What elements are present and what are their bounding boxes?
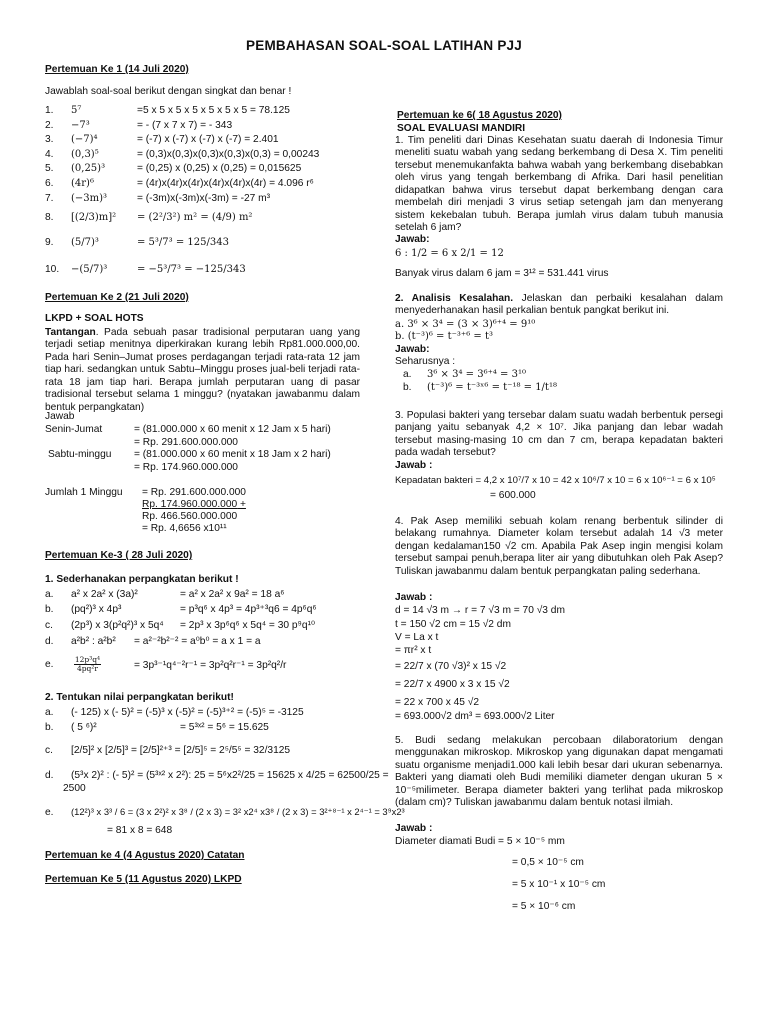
list-item-answer: = (0,3)x(0,3)x(0,3)x(0,3)x(0,3) = 0,00243: [137, 149, 320, 160]
list-item: a. a² x 2a² x (3a)²: [45, 589, 138, 600]
list-item-answer: 2500: [63, 783, 86, 794]
q3-text: 3. Populasi bakteri yang tersebar dalam suatu wadah berbentuk persegi panjang yaitu sebanyak 4,2 × 10⁷. Jika panjang dan lebar wadah tersebut masing-masing 10 cm dan 7 cm, berapa kepadatan bakteri pada wadah tersebut?: [395, 410, 723, 459]
q2-b: b. (t⁻³)⁶ = t⁻³⁺⁶ = t³: [395, 331, 493, 342]
list-item: e. $\frac{\text{12p³q⁴}}{\text{4pq²r}}$: [45, 655, 101, 673]
p2-sabtu-label: Sabtu-minggu: [48, 449, 112, 460]
list-item-answer: = (4r)x(4r)x(4r)x(4r)x(4r)x(4r) = 4.096 r⁶: [137, 178, 314, 189]
list-item-answer: = 81 x 8 = 648: [107, 825, 173, 836]
list-item: a. (- 125) x (- 5)² = (-5)³ x (-5)² = (-5)³⁺² = (-5)⁵ = -3125: [45, 707, 304, 718]
list-item: d. (5³x 2)² : (- 5)² = (5³ˣ² x 2²): 25 = 5⁶x2²/25 = 15625 x 4/25 = 62500/25 =: [45, 770, 389, 781]
q3-answer-2: = 600.000: [490, 490, 536, 501]
list-item: d. a²b² : a²b²: [45, 636, 116, 647]
list-item: b. (pq²)³ x 4p³: [45, 604, 122, 615]
list-item: 8. [(2/3)m]²: [45, 212, 117, 223]
p2-total-line4: = Rp. 4,6656 x10¹¹: [142, 523, 227, 534]
q2-jawab: Jawab:: [395, 344, 430, 355]
q3-jawab: Jawab :: [395, 460, 433, 471]
list-item: b. (t⁻³)⁶ = t⁻³ˣ⁶ = t⁻¹⁸ = 1/t¹⁸: [403, 382, 557, 393]
p1-heading: Pertemuan Ke 1 (14 Juli 2020): [45, 64, 189, 75]
list-item: 5. (0,25)³: [45, 163, 106, 174]
p2-heading: Pertemuan Ke 2 (21 Juli 2020): [45, 292, 189, 303]
p2-total-line1: = Rp. 291.600.000.000: [142, 487, 246, 498]
q1-answer-2: Banyak virus dalam 6 jam = 3¹² = 531.441 virus: [395, 268, 609, 279]
list-item: e. (12²)³ x 3³ / 6 = (3 x 2²)² x 3⁸ / (2 x 3) = 3² x2⁴ x3⁸ / (2 x 3) = 3²⁺⁸⁻¹ x 2⁴⁻¹ = 3⁹x2³: [45, 806, 405, 818]
q1-text: 1. Tim peneliti dari Dinas Kesehatan suatu daerah di Indonesia Timur meneliti suatu wabah yang sedang berkembang di Desa X. Tim peneliti tersebut menemukanfakta bahwa wabah yang berkembang disebabkan oleh virus yang tengah berkembang di Afrika. Dari hasil penelitian didapatkan bahwa virus tersebut dapat berkembang dengan cara membelah diri menjadi 3 virus setiap setengah jam dan menyerang sistem kekebalan tubuh. Berapa jumlah virus dalam tubuh manusia setelah 6 jam?: [395, 135, 723, 234]
list-item: 3. (−7)⁴: [45, 134, 98, 145]
list-item: 6. (4r)⁶: [45, 178, 94, 189]
list-item: 10. −(5/7)³: [45, 264, 108, 275]
list-item: t = 150 √2 cm = 15 √2 dm: [395, 619, 511, 630]
p3-heading: Pertemuan Ke-3 ( 28 Juli 2020): [45, 550, 193, 561]
p5-heading: Pertemuan Ke 5 (11 Agustus 2020) LKPD: [45, 874, 242, 885]
p4-heading: Pertemuan ke 4 (4 Agustus 2020) Catatan: [45, 850, 245, 861]
list-item-answer: = (2²/3²) m² = (4/9) m²: [137, 212, 253, 223]
list-item: = 22 x 700 x 45 √2: [395, 697, 480, 708]
q2-a: a. 3⁶ × 3⁴ = (3 × 3)⁶⁺⁴ = 9¹⁰: [395, 319, 536, 330]
list-item: a. 3⁶ × 3⁴ = 3⁶⁺⁴ = 3¹⁰: [403, 369, 526, 380]
page-title: PEMBAHASAN SOAL-SOAL LATIHAN PJJ: [246, 38, 522, 53]
list-item: 9. (5/7)³: [45, 237, 99, 248]
q2-seharusnya: Seharusnya :: [395, 356, 456, 367]
p2-total-label: Jumlah 1 Minggu: [45, 487, 123, 498]
p2-total-line2: Rp. 174.960.000.000 +: [142, 499, 246, 510]
p2-senin-label: Senin-Jumat: [45, 424, 103, 435]
list-item: d = 14 √3 m → r = 7 √3 m = 70 √3 dm: [395, 605, 565, 616]
list-item-answer: = 5³ˣ² = 5⁶ = 15.625: [180, 722, 269, 733]
list-item-answer: = 3p³⁻¹q⁴⁻²r⁻¹ = 3p²q²r⁻¹ = 3p²q²/r: [134, 660, 287, 671]
list-item-answer: = (-7) x (-7) x (-7) x (-7) = 2.401: [137, 134, 279, 145]
list-item-answer: = 2p³ x 3p⁶q⁶ x 5q⁴ = 30 p⁹q¹⁰: [180, 620, 316, 631]
q1-answer-1: 6 : 1/2 = 6 x 2/1 = 12: [395, 248, 504, 259]
p2-total-line3: Rp. 466.560.000.000: [142, 511, 238, 522]
p2-jawab: Jawab: [45, 411, 75, 422]
list-item-answer: = (0,25) x (0,25) x (0,25) = 0,015625: [137, 163, 302, 174]
p2-subheading: LKPD + SOAL HOTS: [45, 313, 144, 324]
p2-sabtu-result: = Rp. 174.960.000.000: [134, 462, 238, 473]
p3-q2: 2. Tentukan nilai perpangkatan berikut!: [45, 692, 234, 703]
p1-intro: Jawablah soal-soal berikut dengan singkat dan benar !: [45, 86, 292, 97]
q4-jawab: Jawab :: [395, 592, 433, 603]
q5-jawab: Jawab :: [395, 823, 433, 834]
list-item: = 693.000√2 dm³ = 693.000√2 Liter: [395, 711, 555, 722]
p6-subheading: SOAL EVALUASI MANDIRI: [397, 123, 526, 134]
list-item-answer: = (-3m)x(-3m)x(-3m) = -27 m³: [137, 193, 270, 204]
p3-q1: 1. Sederhanakan perpangkatan berikut !: [45, 574, 239, 585]
list-item-answer: = a²⁻²b²⁻² = a⁰b⁰ = a x 1 = a: [134, 636, 261, 647]
q5-text: 5. Budi sedang melakukan percobaan dilaboratorium dengan menggunakan mikroskop. Mikroskop yang digunakan dapat mengamati suatu organisme menjadi1.000 kali lebih besar dari ukuran sebenarnya. Bakteri yang diamati oleh Budi memiliki diameter dengan ukuran 5 × 10⁻⁵milimeter. Berapa diameter bakteri yang terlihat pada mikroskop (dalam cm)? Tuliskan jawabanmu dalam bentuk notasi ilmiah.: [395, 735, 723, 809]
list-item-answer: = −5³/7³ = −125/343: [137, 264, 246, 275]
list-item: 1. 5⁷: [45, 105, 82, 116]
list-item-answer: =5 x 5 x 5 x 5 x 5 x 5 x 5 = 78.125: [137, 105, 290, 116]
list-item: c. [2/5]² x [2/5]³ = [2/5]²⁺³ = [2/5]⁵ = 2⁵/5⁵ = 32/3125: [45, 745, 291, 756]
p2-senin-calc: = (81.000.000 x 60 menit x 12 Jam x 5 hari): [134, 424, 331, 435]
list-item: b. ( 5 ⁶)²: [45, 722, 97, 733]
list-item-answer: = - (7 x 7 x 7) = - 343: [137, 120, 233, 131]
list-item: = 22/7 x 4900 x 3 x 15 √2: [395, 679, 510, 690]
q4-text: 4. Pak Asep memiliki sebuah kolam renang berbentuk silinder di belakang rumahnya. Diameter kolam tersebut adalah 14 √3 meter dengan kedalaman150 √2 cm. Apabila Pak Asep ingin mengisi kolam tersebut sampai penuh,berapa liter air yang dibutuhkan oleh Pak Asep? Tuliskan jawabanmu dalam bentuk perpangkatan paling sederhana.: [395, 516, 723, 577]
q5-answer-3: = 5 x 10⁻¹ x 10⁻⁵ cm: [512, 879, 606, 890]
list-item-answer: = a² x 2a² x 9a² = 18 a⁶: [180, 589, 285, 600]
q2-text: 2. Analisis Kesalahan. Jelaskan dan perbaiki kesalahan dalam menyederhanakan hasil perkalian bentuk pangkat berikut ini.: [395, 293, 723, 317]
list-item-answer: = p³q⁶ x 4p³ = 4p³⁺³q6 = 4p⁶q⁶: [180, 604, 317, 615]
p2-paragraph: Tantangan. Pada sebuah pasar tradisional perputaran uang yang terjadi setiap menitnya diperkirakan kurang lebih Rp81.000.000,00. Pada hari Senin–Jumat proses perdagangan terjadi rata-rata 12 jam tiap hari. sedangkan untuk Sabtu–Minggu proses jual-beli terjadi rata-rata 18 jam tiap hari. Berapa jumlah perputaran uang di pasar tradisional tersebut selama 1 minggu? (nyatakan jawabanmu dalam bentuk perpangkatan): [45, 327, 360, 413]
q5-answer-2: = 0,5 × 10⁻⁵ cm: [512, 857, 584, 868]
p6-heading: Pertemuan ke 6( 18 Agustus 2020): [397, 110, 562, 121]
list-item: V = La x t: [395, 632, 439, 643]
list-item: 2. −7³: [45, 120, 90, 131]
p2-sabtu-calc: = (81.000.000 x 60 menit x 18 Jam x 2 hari): [134, 449, 331, 460]
list-item-answer: = 5³/7³ = 125/343: [137, 237, 229, 248]
q3-answer-1: Kepadatan bakteri = 4,2 x 10⁷/7 x 10 = 42 x 10⁶/7 x 10 = 6 x 10⁶⁻¹ = 6 x 10⁵: [395, 475, 716, 486]
q5-answer-4: = 5 × 10⁻⁶ cm: [512, 901, 576, 912]
list-item: = 22/7 x (70 √3)² x 15 √2: [395, 661, 507, 672]
list-item: c. (2p³) x 3(p²q²)³ x 5q⁴: [45, 620, 164, 631]
q5-answer-1: Diameter diamati Budi = 5 × 10⁻⁵ mm: [395, 836, 565, 847]
q1-jawab: Jawab:: [395, 234, 430, 245]
list-item: 4. (0,3)⁵: [45, 149, 99, 160]
list-item: = πr² x t: [395, 645, 432, 656]
p2-senin-result: = Rp. 291.600.000.000: [134, 437, 238, 448]
list-item: 7. (−3m)³: [45, 193, 108, 204]
